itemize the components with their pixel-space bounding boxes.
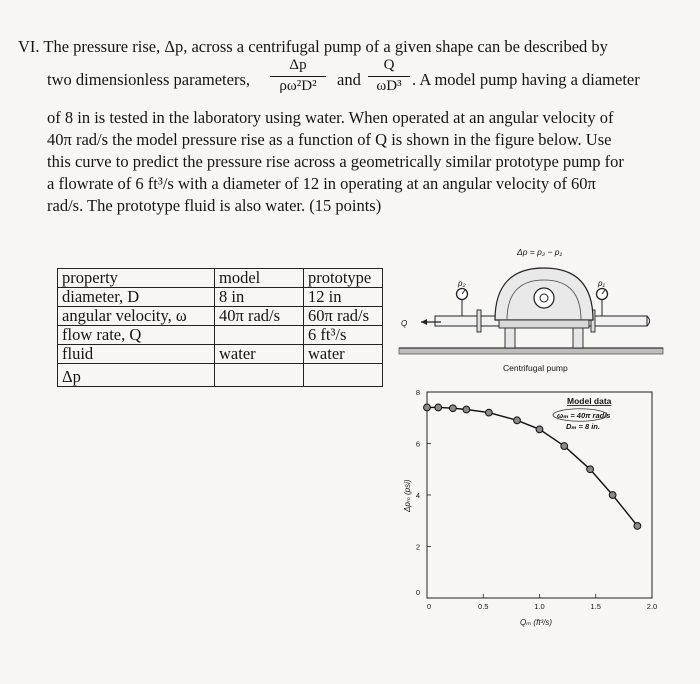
problem-line-2a: two dimensionless parameters,	[47, 70, 250, 89]
data-point	[463, 406, 470, 413]
flange	[477, 310, 481, 332]
table-header-row	[58, 269, 383, 288]
data-point	[485, 409, 492, 416]
fraction-1-numerator: Δp	[289, 57, 307, 73]
fraction-2-bar	[368, 76, 410, 77]
problem-text-1: The pressure rise, Δp, across a centrifugal pump of a given shape can be described by	[43, 37, 608, 56]
pump-support	[505, 326, 515, 348]
legend-line-1: ωₘ = 40π rad/s	[557, 411, 611, 420]
data-curve	[427, 407, 637, 526]
y-tick-label: 0	[415, 588, 420, 597]
table-cell: 6 ft³/s	[304, 326, 383, 345]
y-tick-label: 6	[415, 439, 420, 449]
plot-frame	[427, 392, 652, 598]
problem-line-5: this curve to predict the pressure rise across a geometrically similar prototype pump for	[47, 152, 624, 171]
table-cell	[304, 364, 383, 387]
pump-performance-chart	[390, 380, 690, 630]
pump-shaft	[540, 294, 548, 302]
legend-line-2: Dₘ = 8 in.	[566, 422, 600, 431]
data-point	[634, 523, 641, 530]
table-row	[58, 364, 383, 387]
gauge-p2-label: p₂	[458, 279, 466, 288]
data-point	[435, 404, 442, 411]
data-point	[424, 404, 431, 411]
problem-line-4: 40π rad/s the model pressure rise as a function of Q is shown in the figure below. Use	[47, 130, 612, 149]
property-table	[57, 268, 383, 387]
pump-caption: Centrifugal pump	[503, 363, 568, 373]
axis-ticks	[416, 388, 657, 611]
x-axis-label: Qₘ (ft³/s)	[520, 618, 553, 627]
pressure-rise-label: Δp = p₂ − p₁	[517, 247, 563, 257]
table-row	[58, 307, 383, 326]
table-header-cell: prototype	[304, 269, 383, 288]
x-tick-label: 0.5	[478, 602, 489, 611]
table-cell: diameter, D	[58, 288, 215, 307]
table-row	[58, 345, 383, 364]
y-tick-label: 2	[415, 542, 420, 552]
table-row	[58, 288, 383, 307]
pump-diagram	[395, 240, 700, 380]
data-points	[424, 404, 641, 529]
table-cell: angular velocity, ω	[58, 307, 215, 326]
data-point	[609, 492, 616, 499]
fraction-flow-coefficient	[368, 57, 410, 95]
table-cell: flow rate, Q	[58, 326, 215, 345]
table-cell: 60π rad/s	[304, 307, 383, 326]
y-tick-label: 4	[415, 491, 420, 500]
table-cell: water	[304, 345, 383, 364]
pump-base	[499, 320, 589, 328]
y-axis-label: Δpₘ (psi)	[403, 479, 412, 512]
data-point	[449, 405, 456, 412]
table-header-cell: model	[215, 269, 304, 288]
fraction-pressure-coefficient	[270, 57, 326, 95]
x-tick-label: 1.5	[590, 602, 601, 611]
fraction-1-bar	[270, 76, 326, 77]
pump-support	[573, 326, 583, 348]
gauge-p1-label: p₁	[598, 279, 605, 288]
legend-title: Model data	[567, 396, 612, 406]
fraction-2-numerator: Q	[383, 57, 395, 73]
table-cell: 12 in	[304, 288, 383, 307]
problem-line-6: a flowrate of 6 ft³/s with a diameter of 12 in operating at an angular velocity of 60π	[47, 174, 596, 193]
fraction-2-denominator: ωD³	[376, 78, 402, 94]
data-point	[561, 443, 568, 450]
table-cell	[215, 326, 304, 345]
x-tick-label: 2.0	[646, 602, 658, 611]
problem-number: VI.	[18, 37, 40, 56]
table-cell: 40π rad/s	[215, 307, 304, 326]
flow-q-label: Q	[401, 319, 408, 328]
table-cell: Δp	[58, 364, 215, 387]
problem-line-2b: . A model pump having a diameter	[412, 70, 640, 89]
table-cell	[215, 364, 304, 387]
data-point	[587, 466, 594, 473]
table-header-cell: property	[58, 269, 215, 288]
pump-floor	[399, 348, 663, 354]
problem-line-7: rad/s. The prototype fluid is also water. (15 points)	[47, 196, 382, 215]
table-cell: 8 in	[215, 288, 304, 307]
data-point	[536, 426, 543, 433]
fraction-1-denominator: ρω²D²	[279, 78, 317, 94]
x-tick-label: 1.0	[534, 602, 545, 611]
table-cell: fluid	[58, 345, 215, 364]
problem-line-1	[18, 37, 608, 57]
flow-arrowhead-icon	[421, 319, 427, 325]
data-point	[514, 417, 521, 424]
table-cell: water	[215, 345, 304, 364]
problem-line-3: of 8 in is tested in the laboratory using water. When operated at an angular velocity of	[47, 108, 614, 127]
conjunction-and: and	[337, 70, 361, 89]
y-tick-label: 8	[415, 388, 420, 397]
table-row	[58, 326, 383, 345]
x-tick-label: 0	[426, 602, 432, 611]
